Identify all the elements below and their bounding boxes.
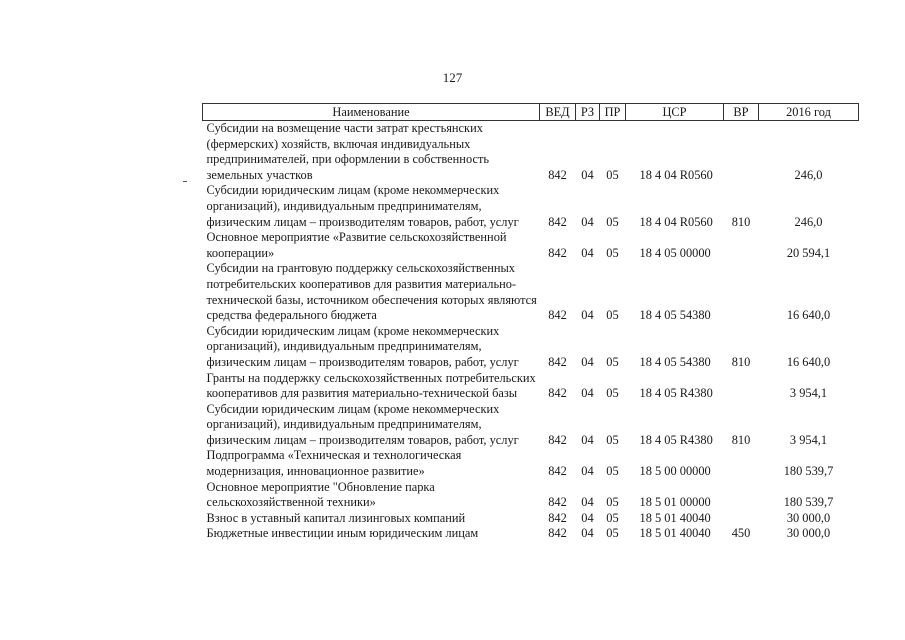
row-name: Взнос в уставный капитал лизинговых компаний [206,510,466,525]
table-row [203,526,859,542]
row-amount: 30 000,0 [786,526,831,541]
header-csr: ЦСР [626,104,724,121]
row-vr: 450 [731,526,751,541]
row-vr: 810 [731,214,751,229]
header-rz: РЗ [576,104,600,121]
row-ved: 842 [548,510,567,525]
row-ved: 842 [548,354,567,369]
row-csr: 18 4 04 R0560 [639,214,713,229]
row-csr: 18 5 01 40040 [639,510,711,525]
row-amount: 246,0 [794,214,823,229]
table-body [203,121,859,543]
row-vr [724,121,759,184]
table-row [203,480,859,511]
row-csr: 18 4 05 54380 [639,354,711,369]
row-amount: 180 539,7 [783,464,834,479]
row-amount: 180 539,7 [783,495,834,510]
row-pr: 05 [606,464,619,479]
row-amount: 20 594,1 [786,245,831,260]
row-vr: 810 [731,432,751,447]
table-header [203,104,859,121]
header-pr: ПР [600,104,626,121]
row-pr: 05 [606,495,619,510]
row-pr: 05 [606,354,619,369]
row-amount: 30 000,0 [786,510,831,525]
row-rz: 04 [581,432,594,447]
row-csr: 18 4 05 R4380 [639,432,713,447]
margin-mark [183,181,187,182]
row-amount: 3 954,1 [789,432,828,447]
table-row [203,371,859,402]
row-amount: 16 640,0 [786,308,831,323]
row-pr: 05 [606,245,619,260]
table-row [203,121,859,184]
row-pr: 05 [606,386,619,401]
row-name: Подпрограмма «Техническая и технологическая модернизация, инновационное развитие» [206,448,462,479]
row-ved: 842 [548,214,567,229]
row-name: Субсидии на возмещение части затрат крестьянских (фермерских) хозяйств, включая индивидуальных предпринимателей, при оформлении в собственность земельных участков [206,121,490,182]
row-vr [724,448,759,479]
header-vr: ВР [724,104,759,121]
row-rz: 04 [581,245,594,260]
row-pr: 05 [606,167,619,182]
row-rz: 04 [581,386,594,401]
row-pr: 05 [606,432,619,447]
row-rz: 04 [581,510,594,525]
table-row [203,230,859,261]
row-ved: 842 [548,245,567,260]
row-name: Основное мероприятие «Развитие сельскохозяйственной кооперации» [206,230,507,260]
row-amount: 16 640,0 [786,354,831,369]
row-name: Основное мероприятие "Обновление парка сельскохозяйственной техники» [206,479,435,510]
budget-table [202,103,859,542]
row-ved: 842 [548,464,567,479]
row-rz: 04 [581,167,594,182]
row-name: Субсидии юридическим лицам (кроме некоммерческих организаций), индивидуальным предпринимателям, физическим лицам – производителям товаров, работ, услуг [206,323,519,369]
row-csr: 18 5 01 00000 [639,495,711,510]
header-year: 2016 год [759,104,859,121]
row-ved: 842 [548,386,567,401]
header-name: Наименование [203,104,540,121]
row-name: Бюджетные инвестиции иным юридическим лицам [206,526,479,541]
row-vr [724,230,759,261]
row-csr: 18 4 05 R4380 [639,386,713,401]
row-vr [724,480,759,511]
row-vr [724,511,759,527]
page-number: 127 [442,70,463,85]
row-ved: 842 [548,167,567,182]
row-name: Субсидии юридическим лицам (кроме некоммерческих организаций), индивидуальным предпринимателям, физическим лицам – производителям товаров, работ, услуг [206,183,519,229]
row-rz: 04 [581,464,594,479]
row-rz: 04 [581,495,594,510]
row-vr [724,261,759,323]
row-rz: 04 [581,214,594,229]
header-ved: ВЕД [540,104,576,121]
row-ved: 842 [548,432,567,447]
table-row [203,261,859,323]
table-row [203,402,859,449]
row-vr [724,371,759,402]
row-csr: 18 4 05 54380 [639,308,711,323]
table-row [203,448,859,479]
row-ved: 842 [548,495,567,510]
row-rz: 04 [581,308,594,323]
row-pr: 05 [606,214,619,229]
row-pr: 05 [606,526,619,541]
table-row [203,183,859,230]
row-name: Гранты на поддержку сельскохозяйственных потребительских кооперативов для развития материально-технической базы [206,370,536,401]
row-pr: 05 [606,308,619,323]
table-row [203,324,859,371]
row-amount: 246,0 [794,167,823,182]
row-vr: 810 [731,354,751,369]
row-amount: 3 954,1 [789,386,828,401]
row-pr: 05 [606,510,619,525]
row-csr: 18 5 01 40040 [639,526,711,541]
table-row [203,511,859,527]
row-ved: 842 [548,526,567,541]
row-csr: 18 4 04 R0560 [639,167,713,182]
row-csr: 18 5 00 00000 [639,464,711,479]
row-rz: 04 [581,526,594,541]
row-name: Субсидии юридическим лицам (кроме некоммерческих организаций), индивидуальным предпринимателям, физическим лицам – производителям товаров, работ, услуг [206,401,519,447]
row-ved: 842 [548,308,567,323]
row-rz: 04 [581,354,594,369]
row-csr: 18 4 05 00000 [639,245,711,260]
row-name: Субсидии на грантовую поддержку сельскохозяйственных потребительских кооперативов для развития материально-технической базы, источником обеспечения которых являются средства федерального бюджета [206,261,537,323]
